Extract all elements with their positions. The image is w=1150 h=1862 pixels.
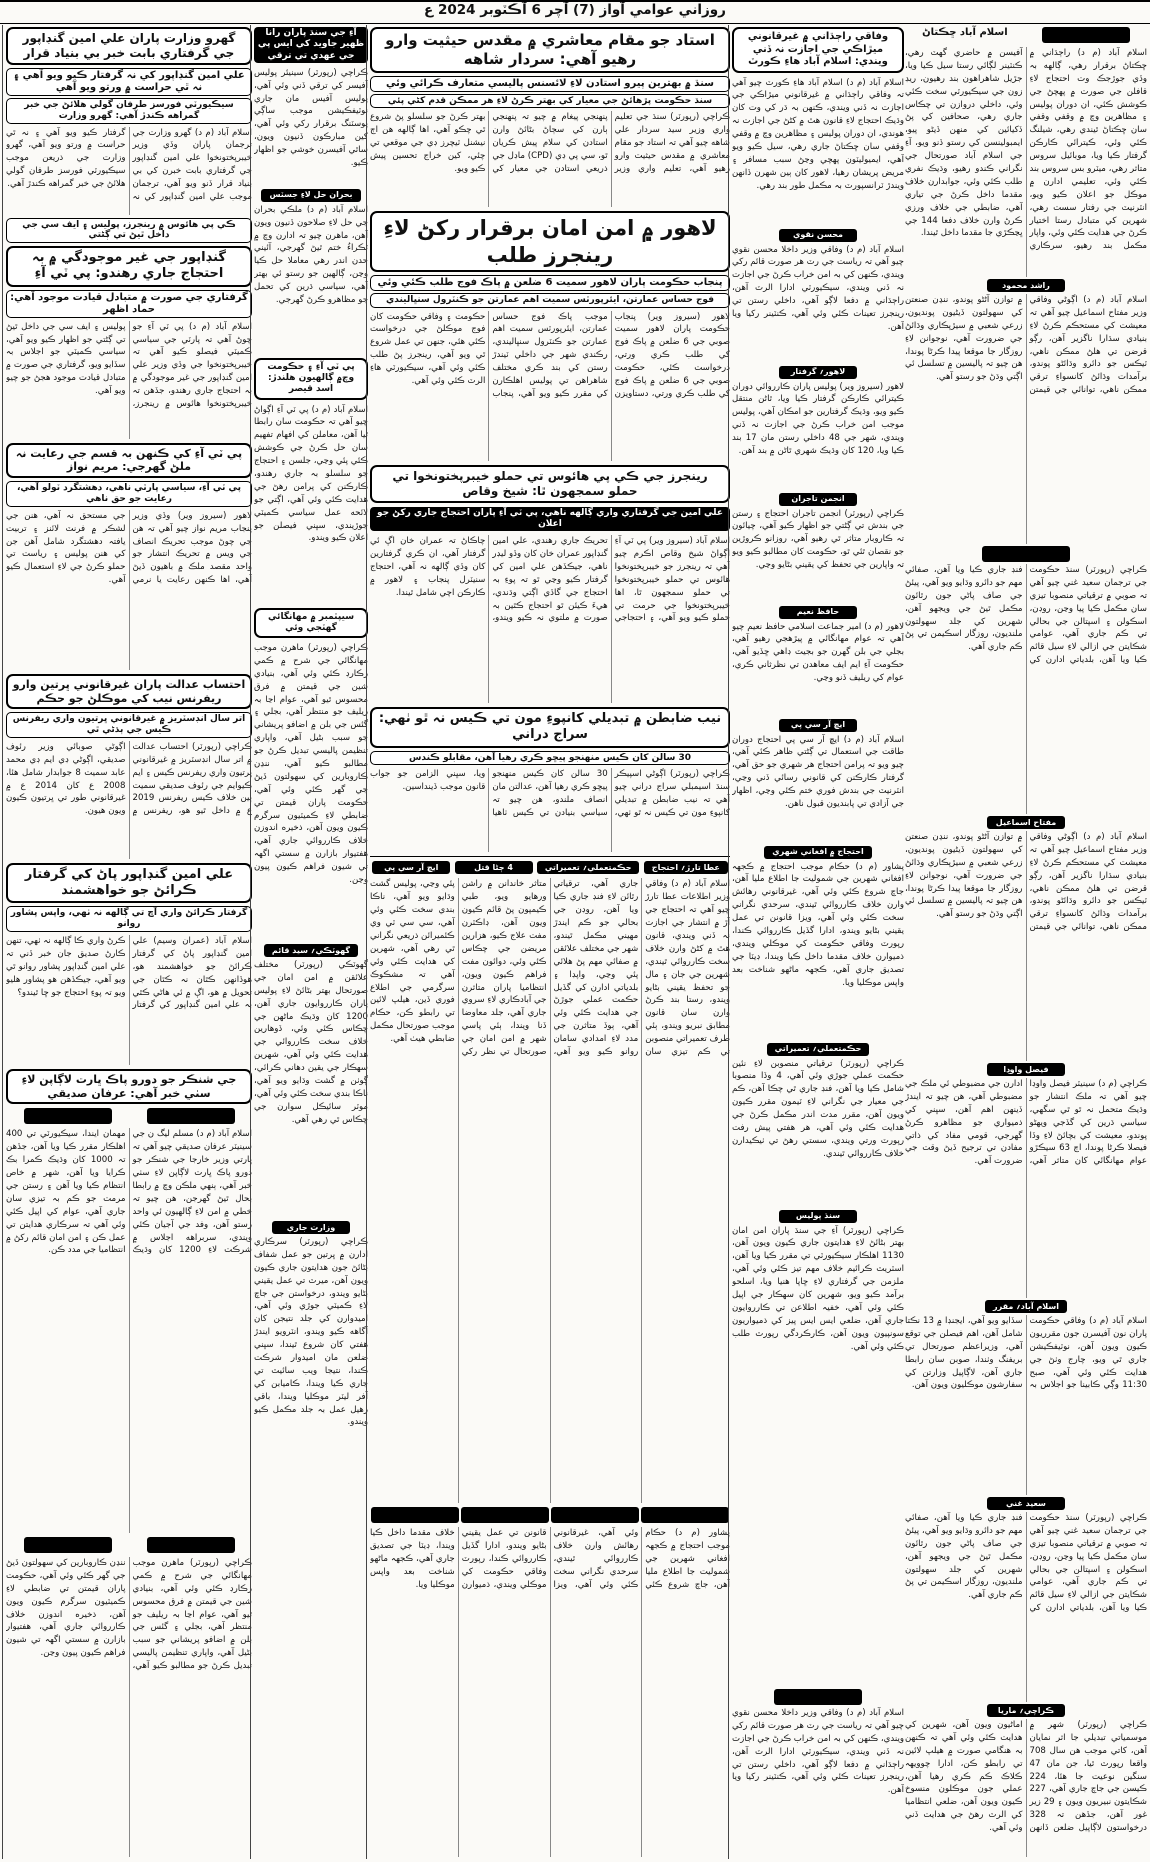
- label-box: [371, 1507, 459, 1523]
- body-hafiz-naeem: لاهور (م د) امير جماعت اسلامي حافظ نعيم چيو آهي تہ عوام مهانگائي ۾ پيڙهجي رهيو آهي، بجلي جي بلن گهرن جو بجيٽ ڊاهي ڇڏيو آهي، حڪومت آءِ ايم ايف معاهدن تي نظرثاني ڪري، عوام کي ريليف ڏنو وڃي.: [732, 621, 904, 684]
- body-protest-continues: اسلام آباد (م د) پي ٽي آءِ جو چوڻ آهي تہ پارٽي جي سياسي ڪميٽي فيصلو ڪيو آهي تہ خيبرپختونخوا جي وڏي وزير علي امين گنڊاپور جي غير موجودگي ۾ بہ احتجاج جاري رهندو، جڏهن تہ خيبرپختونخوا هائوس ۾ رينجرز، پوليس ۽ ايف سي جي داخل ٿيڻ تي ڳڻتي جو اظهار ڪيو ويو آهي، سياسي ڪميٽي جو اجلاس بہ سڏايو ويو، گرفتاري جي صورت ۾ متبادل قيادت موجود هجڻ جو چيو ويو آهي.: [6, 321, 252, 410]
- body-gandapur-arrest: اسلام آباد (م د) گھرو وزارت جي ترجمان پاران وڏي وزير خيبرپختونخوا علي امين گنڊاپور جي گرفتاري بابت خبرن کي بي بنياد قرار ڏنو ويو آهي، ترجمان موجب علي امين گنڊاپور کي نہ گرفتار ڪيو ويو آهي ۽ نہ ٿي حراست ۾ ورتو ويو آهي، گھرو وزارت جي ذريعن موجب سيڪيورٽي فورسز طرفان گولي هلائڻ جي خبر گمراهه ڪندڙ آهي.: [6, 127, 252, 203]
- section-left: [2, 25, 255, 1859]
- label-box: [982, 546, 1070, 562]
- label-box: [24, 1108, 112, 1124]
- label-ghotki: گهوٽڪي؍ سيد قائم: [264, 944, 358, 957]
- label-box: [147, 1108, 235, 1124]
- label-islamabad-appointments: اسلام آباد؍ مقرر: [985, 1300, 1067, 1313]
- headline-rangers-lahore: لاهور ۾ امن امان برقرار رکڻ لاءِ رينجرز طلب: [370, 211, 730, 272]
- center-label-row: [370, 861, 730, 874]
- body-traders: ڪراچي (رپورٽر) انجمن تاجران احتجاج ۽ رستن جي بندش تي ڳڻتي جو اظهار ڪيو آهي، چيائون تہ ڪاروبار متاثر ٿي رهيو آهي، روزانو ڪروڙين جو نقصان ٿئي ٿو، حڪومت کان مطالبو ڪيو ويو تہ واپارين جي تحفظ کي يقيني بڻايو وڃي.: [732, 508, 904, 571]
- body-narrow-6: ڪراچي (رپورٽر) سرڪاري ادارن ۾ ڀرتين جو عمل شفاف بڻائڻ جون هدايتون جاري ڪيون ويون آهن، ميرٽ تي عمل يقيني بڻايو ويندو، درخواستن جي جاچ لاءِ ڪميٽي جوڙي وئي آهي، اميدوارن کي جلد نتيجن کان آگاهه ڪيو ويندو، انٽرويو ايندڙ هفتي کان شروع ٿيندا، سڀني ضلعن مان اميدوار شرڪت ڪندا، نتيجا ويب سائيٽ تي جاري ڪيا ويندا، ڪاميابن کي آفر ليٽر موڪليا ويندا، باقي رهيل عمل بہ جلد مڪمل ڪيو ويندو.: [254, 1237, 368, 1428]
- body-islamabad-tension: اسلام آباد (م د) راڄڌاني ۾ ڇڪتاڻ برقرار رهي، ڳالهه بہ وڏي جوڙجڪ وت احتجاج لاءِ قافلن جي صورت ۾ پهچڻ جي ڪوشش ڪئي، ان دوران پوليس ۽ مظاهرين وچ ۾ وقفي وقفي سان ڇڪتاڻ ٿيندي رهي، شيلنگ ڪئي وئي، ڪيترائي ڪارڪن گرفتار ڪيا ويا، موبائيل سروس متاثر رهي، ميٽرو بس سروس بند ڪئي وئي، تعليمي ادارن ۾ موڪل جو اعلان ڪيو ويو، انٽرنيٽ جي رفتار سست رهي، شهرين کي متبادل رستا اختيار ڪرڻ جي هدايت ڪئي وئي، واپار مڪمل بند رهيو، سرڪاري آفيسن ۾ حاضري گهٽ رهي، ڪنٽينر لڳائي رستا سيل ڪيا ويا، جڙيل شاهراهون بند رهيون، ريڊ زون جي سيڪيورٽي سخت ڪئي وئي، داخلي دروازن تي چڪاس جاري رهي، صحافين کي پڻ ڏکيائين کي منهن ڏيڻو پيو، ايمبولينسن کي رستو ڏنو ويو، آءِ جي اسلام آباد صورتحال جي نگراني ڪندو رهيو، وڌيڪ نفري طلب ڪئي وئي، جوابدارن خلاف مقدما داخل ڪرڻ جي تياري آهي، ضابطي جي خلاف ورزي ڪرڻ وارن خلاف دفعا 144 جي ڀڃڪڙي جا مقدما داخل ٿيندا.: [905, 48, 1147, 252]
- label-karachi-maria: ڪراچي؍ ماريا: [987, 1704, 1065, 1717]
- label-sindh-police: سنڌ پوليس: [779, 1210, 857, 1223]
- label-hrcp: ايڇ آر سي پي: [372, 861, 450, 874]
- label-box: [551, 1507, 639, 1523]
- subhead-teaching-quality: سنڌ حڪومت پڙهائڻ جي معيار کي بهتر ڪرڻ لاءِ هر ممڪن قدم کڻي پئي: [370, 94, 730, 109]
- label-box: [774, 1689, 862, 1705]
- label-miftah-ismail: مفتاح اسماعيل: [987, 816, 1065, 829]
- headline-siraj-durrani: نيب ضابطن ۾ تبديلي کانپوءِ مون تي ڪيس نہ ٿو ٺهي: سراج دراني: [370, 707, 730, 748]
- body-teacher-story: ڪراچي (رپورٽر) سنڌ جي تعليم واري وزير سيد سردار علي شاهه چيو آهي تہ استاد جو مقام معاشري ۾ مقدس حيثيت وارو رهيو آهي، تعليم واري وزير پنهنجي پيغام ۾ چيو تہ پنهنجي ٻارن کي سڄاڻ بڻائڻ وارن استادن کي سلام پيش ڪريان ٿو، سي پي ڊي (CPD) ماڊل جي ذريعي استادن جي معيار کي بهتر ڪرڻ جو سلسلو پڻ شروع ٿي چڪو آهي، اها ڳالهه هن اڄ نيشنل ٽيچرز ڊي جي موقعي تي چئي، کين خراج تحسين پيش ڪيو ويو.: [370, 112, 730, 174]
- body-narrow-2: اسلام آباد (م د) ملڪي بحران جي حل لاءِ صلاحون ڏنيون ويون آهن، ماهرن چيو تہ ادارن وچ ۾ ٽڪراءُ ختم ٿيڻ گهرجي، آئيني حدن اندر رهي معاملا حل ڪيا وڃن، ڳالهين جو رستو ئي بهتر آهي، سياسي ڌرين کي تحمل جو مظاهرو ڪرڻ گهرجي.: [254, 204, 368, 305]
- subhead-maryam: پي ٽي آءِ، سياسي پارٽي ناهي، دهشتگرد ٽولو آهي، رعايت جو حق ناهي: [6, 481, 252, 507]
- body-vawda: ڪراچي (م د) سينيٽر فيصل واوڊا چيو آهي تہ ملڪ انتشار جو وڌيڪ متحمل نہ ٿو ٿي سگهي، سياسي ڌرين کي گڏجي ويهڻو پوندو، معيشت کي بچائڻ لاءِ وڏا فيصلا ڪرڻا پوندا، اڄ 63 سيڪڙو عوام مهانگائي کان متاثر آهي، ادارن جي مضبوطي ئي ملڪ جي مضبوطي آهي، هن چيو تہ ايندڙ ڏينهن اهم آهن، سڀني کي ذميواري جو مظاهرو ڪرڻ گهرجي، قومي مفاد کي ذاتي مفادن تي ترجيح ڏيڻ وقت جي ضرورت آهي.: [905, 1079, 1147, 1167]
- label-atta-tarar: عطا تارڙ؍ احتجاج: [644, 861, 728, 874]
- label-box: [641, 1507, 729, 1523]
- farright-header-row: [905, 27, 1147, 43]
- label-4-killed: 4 ڄڻا قتل: [455, 861, 533, 874]
- header-islamabad-tension: اسلام آباد ڇڪتاڻ: [922, 27, 1008, 38]
- headline-gandapur-arrest-denied: گھرو وزارت پاران علي امين گنڊاپور جي گرفتاري بابت خبر بي بنياد قرار: [6, 27, 252, 65]
- subhead-not-arrested: علي امين گنڊاپور کي نہ گرفتار ڪيو ويو آهي ۽ نہ ٿي حراست ۾ ورتو ويو آهي: [6, 68, 252, 96]
- label-ministry: وزارت جاري: [272, 1221, 350, 1234]
- body-ihc: اسلام آباد (م د) اسلام آباد هاءِ ڪورٽ چيو آهي تہ وفاقي راڄڌاني ۾ غيرقانوني ميڙاڪي جي اجازت نہ ڏني ويندي، ڪنهن بہ ڌر کي وت کان وڌيڪ احتجاج لاءِ قانون هٿ ۾ کڻڻ جي اجازت نہ هوندي، ان دوران پوليس ۽ مظاهرين وچ ۾ وقفي وقفي سان ڇڪتاڻ جاري رهي، سيل ڪيو ويو آهي، ايميوليٽون پهچي وڃڻ سبب مسافر ۽ مريض پريشان رهيا، لاهور کان ٻين شهرن ڏانهن ويندڙ ٽرانسپورٽ بہ مڪمل طور بند رهي.: [732, 77, 904, 191]
- body-saeed-ghani: ڪراچي (رپورٽر) سنڌ حڪومت جي ترجمان سعيد غني چيو آهي تہ صوبي ۾ ترقياتي منصوبا تيزي سان مڪمل ڪيا پيا وڃن، روڊن، اسڪولن ۽ اسپتالن جي بحالي تي ڪم جاري آهي، عوامي شڪايتن جي ازالي لاءِ سيل قائم ڪيا ويا آهن، بلدياتي ادارن کي فنڊ جاري ڪيا ويا آهن، صفائي مهم جو دائرو وڌايو ويو آهي، پيئڻ جي صاف پاڻي جون رٿائون مڪمل ٿيڻ جي ويجهو آهن، شهرين کي جلد سهولتون ملنديون، روزگار اسڪيمن تي پڻ ڪم جاري آهي.: [905, 1513, 1147, 1614]
- subhead-firing-news-misleading: سيڪيورٽي فورسز طرفان گولي هلائڻ جي خبر گمراهه ڪندڙ آهي: گھرو وزارت: [6, 98, 252, 124]
- headline-jaishankar-visit: جي شنڪر جو دورو پاڪ ڀارت لاڳاپن لاءِ سٺي خبر آهي: عرفان صديقي: [6, 1069, 252, 1105]
- body-lahore-arrests: لاهور (سيروز وير) پوليس پاران ڪارروائي دوران ڪيترائي ڪارڪن گرفتار ڪيا ويا، ٿاڻن منتقل ڪيو ويو، وڌيڪ گرفتارين جو امڪان آهي، پوليس موجب امن خراب ڪرڻ جي اجازت نہ ڏني ويندي، شهر جي 48 داخلي رستن مان 17 بند ڪيا ويا، 120 کان وڌيڪ شهري ٿاڻن ۾ بند آهن.: [732, 381, 904, 456]
- body-appointments: اسلام آباد (م د) وفاقي حڪومت پاران نون آفيسرن جون مقرريون ڪيون ويون آهن، نوٽيفڪيشن جاري ٿي ويو، چارج وٺڻ جي هدايت ڪئي وئي آهي، صبح 11:30 وڳي ڪابينا جو اجلاس بہ سڏايو ويو آهي، ايجنڊا ۾ 13 نڪتا شامل آهن، اهم فيصلن جي توقع آهي، وزيراعظم صورتحال تي بريفنگ وٺندا، صوبن سان رابطا جاري آهن، لاڳاپيل وزارتن کي سفارشون موڪليون ويون آهن.: [905, 1316, 1147, 1391]
- headline-gandapur-wants-arrest: علي امين گنڊاپور پاڻ کي گرفتار ڪرائڻ جو خواهشمند: [6, 863, 252, 904]
- body-center-bottom-2: پشاور (م د) حڪام موجب احتجاج ۾ ڪجهہ افغاني شهرين جي شموليت جا اطلاع مليا آهن، جاچ شروع ڪئي وئي آهي، غيرقانوني رهائش وارن خلاف ڪارروائي ٿيندي، سرحدي نگراني سخت ڪئي وئي آهي، ويزا قانونن تي عمل يقيني بڻايو ويندو، ادارا گڏيل ڪارروائي ڪندا، رپورٽ وفاقي حڪومت کي موڪلي ويندي، ذميوارن خلاف مقدما داخل ڪيا ويندا، ڊيٽا جي تصديق جاري آهي، ڪجهہ ماڻهو شناخت بعد واپس موڪليا ويا.: [370, 1528, 730, 1590]
- label-box: [1042, 27, 1130, 43]
- subhead-reference-case: اتر سال انڊسٽريز ۾ غيرقانوني ڀرتيون واري ريفرنس ڪيس جي ٻڌڻي ٿي: [6, 712, 252, 738]
- headline-pti-govt-talks: پي ٽي آءِ ۽ حڪومت وچ۾ ڳالهيون هلندڙ: اسد قيصر: [254, 358, 368, 400]
- label-crisis-justice: بحران حل لاءِ جسٽس: [261, 189, 360, 202]
- subhead-army-control-buildings: فوج حساس عمارتن، ايئرپورٽس سميت اهم عمارتن جو ڪنٽرول سنڀاليندي: [370, 293, 730, 308]
- label-strategy-construction: حڪمتعملي؍ تعميراتي: [767, 1043, 870, 1056]
- subhead-30-years-cases: 30 سالن کان ڪيس منهنجو پيڇو ڪري رهيا آهن، مقابلو ڪندس: [370, 751, 730, 766]
- body-farright-3: ڪراچي (رپورٽر) سنڌ حڪومت جي ترجمان سعيد غني چيو آهي تہ صوبي ۾ ترقياتي منصوبا تيزي سان مڪمل ڪيا پيا وڃن، روڊن، اسڪولن ۽ اسپتالن جي بحالي تي ڪم جاري آهي، عوامي شڪايتن جي ازالي لاءِ سيل قائم ڪيا ويا آهن، بلدياتي ادارن کي فنڊ جاري ڪيا ويا آهن، صفائي مهم جو دائرو وڌايو ويو آهي، پيئڻ جي صاف پاڻي جون رٿائون مڪمل ٿيڻ جي ويجهو آهن، شهرين کي جلد سهولتون ملنديون، روزگار اسڪيمن تي پڻ ڪم جاري آهي.: [905, 565, 1147, 666]
- headline-ihc-no-illegal-gathering: وفاقي راڄڌاني ۾ غيرقانوني ميڙاڪي جي اجازت نہ ڏني ويندي: اسلام آباد هاءِ ڪورٽ: [732, 27, 904, 73]
- body-left-bottom: ڪراچي (رپورٽر) ماهرن موجب مهانگائي جي شرح ۾ ڪمي رڪارڊ ڪئي وئي آهي، بنيادي شين جي قيمتن ۾ فرق محسوس ٿيو آهي، عوام اڃا بہ ريليف جو منتظر آهي، بجلي ۽ گئس جي بلن ۾ اضافو پريشاني جو سبب بڻيل آهي، واپاري تنظيمن پاليسي تبديل ڪرڻ جو مطالبو ڪيو آهي، ننڍن ڪاروبارين کي سهولتون ڏيڻ جي گهر ڪئي وئي آهي، حڪومت پاران قيمتن تي ضابطي لاءِ ڪميٽيون سرگرم ڪيون ويون آهن، ذخيره اندوزن خلاف ڪارروائي جاري آهي، هفتيوار بازارن ۾ سستي اگهہ تي شيون فراهم ڪيون پيون وڃن.: [6, 1558, 252, 1672]
- headline-protest-continues: گنڊاپور جي غير موجودگي ۾ بہ احتجاج جاري رهندو: پي ٽي آءِ: [6, 246, 252, 287]
- label-hafiz-naeem: حافظ نعيم: [779, 606, 857, 619]
- headline-maryam-nawaz: پي ٽي آءِ کي ڪنهن بہ قسم جي رعايت نہ ملڻ گهرجي: مريم نواز: [6, 443, 252, 479]
- label-box: [461, 1507, 549, 1523]
- label-box: [147, 1537, 235, 1553]
- body-gandapur-wants-arrest: اسلام آباد (عمران وسيم) علي امين گنڊاپور پاڻ کي گرفتار ڪرائڻ جو خواهشمند هو، هوڏانهن ڪٿان نہ ڪٿان جي تحويل ۾ هو، اڳ ۾ ئي هاڻي ڪٿي بہ علي امين گنڊاپور کي گرفتار ڪرڻ واري ڪا ڳالهه نہ ٺهي، تنهن ڪارڻ صديق جان خبر ڏني تہ علي امين گنڊاپور پشاور روانو ٿي ويو آهي، جيڪڏهن هو پشاور هليو ويو تہ پوءِ احتجاج جو ڇا ٿيندو؟: [6, 935, 252, 1011]
- headline-accountability-court: احتساب عدالت پاران غيرقانوني ڀرتين وارو ريفرنس نيب کي موڪلڻ جو حڪم: [6, 674, 252, 710]
- body-center-bottom: اسلام آباد (م د) وفاقي وزير اطلاعات عطا تارڙ چيو آهي تہ احتجاج جي آڙ ۾ انتشار جي اجازت نہ ڏني ويندي، قانون هٿ ۾ کڻڻ وارن خلاف سخت ڪارروائي ٿيندي، شهرين جي جان ۽ مال جو تحفظ يقيني بڻايو ويندو، رستا بند ڪرڻ وارن سان قانون مطابق نبريو ويندو، ٻئي طرف تعميراتي منصوبن تي ڪم تيزي سان جاري آهي، ترقياتي رٿائن لاءِ فنڊ جاري ڪيا ويا آهن، روڊن جي بحالي جو ڪم ايندڙ مهيني مڪمل ٿيندو، شهر جي مختلف علائقن ۾ صفائي مهم پڻ هلائي پئي وڃي، واپڊا ۽ بلدياتي ادارن کي گڏيل حڪمت عملي جوڙڻ جي هدايت ڪئي وئي آهي، ٻوڏ متاثرن جي مدد لاءِ امدادي سامان روانو ڪيو ويو آهي، متاثر خاندانن ۾ راشن ورهايو ويو، طبي ڪيمپون پڻ قائم ڪيون ويون آهن، ڊاڪٽرن مفت علاج ڪيو، هزارين مريضن جي چڪاس ڪئي وئي، دوائون مفت فراهم ڪيون ويون، انتظاميا پاران متاثرن جي آبادڪاري لاءِ سروي جاري آهي، جلد معاوضا ڏنا ويندا، ٻئي پاسي شهر ۾ امن امان جي صورتحال تي نظر رکي پئي وڃي، پوليس گشت وڌايو ويو آهي، ناڪا بندي سخت ڪئي وئي آهي، سي سي ٽي وي ڪئميرائن ذريعي نگراني ٿي رهي آهي، شهرين کي هدايت ڪئي وئي آهي تہ مشڪوڪ سرگرمي جي اطلاع فوري ڏين، هيلپ لائين تي رابطو ڪن، حڪام موجب صورتحال مڪمل ضابطي هيٺ آهي.: [370, 879, 730, 1057]
- body-hrcp: اسلام آباد (م د) ايڇ آر سي پي احتجاج دوران طاقت جي استعمال تي ڳڻتي ظاهر ڪئي آهي، چيو ويو تہ پرامن احتجاج هر شهري جو حق آهي، گرفتار ڪارڪنن کي قانوني رسائي ڏني وڃي، انٽرنيٽ جي بندش فوري ختم ڪئي وڃي، اظهار جي آزادي تي پابنديون قبول ناهن.: [732, 734, 904, 809]
- body-narrow-1: ڪراچي (رپورٽر) سينيئر پوليس آفيسر کي ترقي ڏني وئي آهي، پوليس آفيس مان جاري نوٽيفڪيشن موجب ساڳي پوسٽنگ برقرار رکي وئي آهي، کين مبارڪون ڏنيون ويون، ساٿي آفيسرن خوشي جو اظهار ڪيو.: [254, 67, 368, 168]
- label-box: [24, 1537, 112, 1553]
- body-rangers-lahore: لاهور (سيروز وير) پنجاب حڪومت پاران لاهور سميت صوبي جي 6 ضلعن ۾ پاڪ فوج کي طلب ڪري ورتي، درخواست ڪئي، حڪومت صوبي جي 6 ضلعن ۾ پاڪ فوج کي طلب ڪري ورتي، دستاويزن موجب پاڪ فوج حساس عمارتن، ايئرپورٽس سميت اهم عمارتن جو ڪنٽرول سنڀاليندي، رڪندي شهر جي داخلي ٽيندڙ رستن کي بند ڪري مختلف شاهراهن تي پوليس اهلڪارن کي مقرر ڪيو ويو آهي، پنجاب حڪومت ۽ وفاقي حڪومت کان فوج موڪلڻ جي درخواست ڪئي هئي، جنهن تي عمل شروع ٿي ويو آهي، رينجرز پڻ طلب ڪئي وئي آهي، سيڪيورٽي هاءِ الرٽ ڪئي وئي آهي.: [370, 311, 730, 399]
- label-rashid-mehmood: راشد محمود: [987, 279, 1065, 292]
- label-construction-strategy: حڪمتعملي؍ تعميراتي: [537, 861, 640, 874]
- kicker-kp-house: ڪي پي هائوس ۾ رينجرز، پوليس ۽ ايف سي جي داخل ٿيڻ تي ڳڻتي: [6, 218, 252, 244]
- body-rashid: اسلام آباد (م د) اڳوڻي وفاقي وزير مفتاح اسماعيل چيو آهي تہ معيشت کي مستحڪم ڪرڻ لاءِ بنيادي سڌارا ناگزير آهن، رڳو قرضن تي هلڻ ممڪن ناهي، ٽيڪس جو دائرو وڌائڻو پوندو، برآمدات وڌائڻ کانسواءِ ترقي ممڪن ناهي، توانائي جي قيمتن ۾ توازن آڻڻو پوندو، ننڍن صنعتن کي سهولتون ڏيڻيون پونديون، زرعي شعبي ۾ سيڙپڪاري وڌائڻ جي ضرورت آهي، نوجوانن لاءِ روزگار جا موقعا پيدا ڪرڻا پوندا، هن چيو تہ پاليسين ۾ تسلسل ئي اڳتي وڌڻ جو رستو آهي.: [905, 295, 1147, 396]
- label-faisal-vawda: فيصل واوڊا: [987, 1063, 1065, 1076]
- body-strategy: ڪراچي (رپورٽر) ترقياتي منصوبن لاءِ نئين حڪمت عملي جوڙي وئي آهي، 4 وڏا منصوبا شامل ڪيا ويا آهن، فنڊ جاري ٿي چڪا آهن، ڪم جي معيار جي نگراني لاءِ ٽيمون مقرر ڪيون ويون آهن، مقرر مدت اندر مڪمل ڪرڻ جي هدايت ڪئي وئي آهي، هر هفتي پيش رفت رپورٽ ورتي ويندي، سستي رهڻ تي ٺيڪيدارن خلاف ڪارروائي ٿيندي.: [732, 1058, 904, 1159]
- label-hrcp-mid: ايڇ آر سي پي: [779, 719, 857, 732]
- label-saeed-ghani: سعيد غني: [987, 1497, 1065, 1510]
- left-label-row: [6, 1108, 252, 1124]
- body-sindh-police: ڪراچي (رپورٽر) آءِ جي سنڌ پاران امن امان بهتر بڻائڻ لاءِ هدايتون جاري ڪيون ويون آهن، 1130 اهلڪار سيڪيورٽي تي مقرر ڪيا ويا آهن، اسٽريٽ ڪرائيم خلاف مهم تيز ڪئي وئي آهي، ملزمن جي گرفتاري لاءِ ڇاپا هنيا ويا، اسلحو برآمد ڪيو ويو، شهرين کان سهڪار جي اپيل ڪئي وئي آهي، خفيہ اطلاعن تي ڪارروايون جاري آهن، ضلعي ايس ايس پيز کي ذميواريون سونپيون ويون آهن، ڪارڪردگي رپورٽ طلب ڪئي وئي آهي.: [732, 1225, 904, 1352]
- body-jaishankar: اسلام آباد (م د) مسلم ليگ ن جي سينيٽر عرفان صديقي چيو آهي تہ ڀارتي وزير خارجا جي شنڪر جو دورو پاڪ ڀارت لاڳاپن لاءِ سٺي خبر آهي، ٻنهي ملڪن وچ ۾ رابطا بحال ٿيڻ گهرجن، هن چيو تہ خطي ۾ امن لاءِ ڳالهيون ئي واحد رستو آهن، وفد جي آجيان ڪئي ويندي، سربراهه اجلاس ۾ شرڪت لاءِ 1200 کان وڌيڪ مهمان ايندا، سيڪيورٽي تي 400 اهلڪار مقرر ڪيا ويا آهن، جڏهن تہ 1000 کان وڌيڪ ڪمرا بڪ ڪرايا ويا آهن، شهر ۾ خاص انتظام ڪيا ويا آهن ۽ رستن جي مرمت جو ڪم بہ تيزي سان جاري آهي، عوام کي اپيل ڪئي وئي آهي تہ سرڪاري هدايتن تي عمل ڪن ۽ امن امان قائم رکڻ ۾ انتظاميا جي مدد ڪن.: [6, 1129, 252, 1256]
- headline-sheikh-waqas: رينجرز جي ڪي پي هائوس تي حملو خيبرپختونخوا تي حملو سمجهون ٿا: شيخ وقاص: [370, 465, 730, 503]
- label-traders-association: انجمن تاجران: [779, 493, 857, 506]
- left-label-row-bottom: [6, 1537, 252, 1553]
- headline-inflation-down: سيپٽمبر ۾ مهانگائي گهٽجي وئي: [254, 608, 368, 639]
- subhead-teacher-license: سنڌ ۾ بهترين پيرو استادن لاءِ لائسنس پاليسي متعارف ڪرائي وئي: [370, 76, 730, 92]
- label-ig-sindh-promotion: آءِ جي سنڌ پاران رانا ظهير جاويد کي ايس پي جي عهدي تي ترقي: [254, 27, 368, 63]
- label-lahore-arrests: لاهور؍ گرفتار: [779, 366, 857, 379]
- subhead-back-to-peshawar: گرفتار ڪرائڻ واري آڇ تي ڳالهه نہ ٺهي، واپس پشاور روانو: [6, 906, 252, 932]
- masthead-title: روزاني عوامي آواز (7) آچر 6 آڪٽوبر 2024 ع: [0, 2, 1150, 24]
- body-narrow-5: گهوٽڪي (رپورٽر) مختلف علائقن ۾ امن امان جي صورتحال بهتر بڻائڻ لاءِ پوليس پاران ڪارروايون جاري آهن، 1200 کان وڌيڪ ماڻهن جي چڪاس ڪئي وئي، ڏوهارين خلاف سخت ڪارروائي جي هدايت ڪئي وئي آهي، شهرين سهڪار جي يقين دهاني ڪرائي، ڳوٺن ۾ گشت وڌايو ويو آهي، ناڪا بندي سخت ڪئي وئي آهي، موٽر سائيڪل سوارن جي چڪاس ٿي رهي آهي.: [254, 960, 368, 1125]
- label-afghan-citizens-protest: احتجاج ۾ افغاني شهري: [764, 846, 871, 859]
- body-mohsin-naqvi: اسلام آباد (م د) وفاقي وزير داخلا محسن نقوي چيو آهي تہ رياست جي رٽ هر صورت قائم رکي ويندي، ڪنهن کي بہ امن خراب ڪرڻ جي اجازت نہ ڏني ويندي، سيڪيورٽي ادارا الرٽ آهن، راڄڌاني ۾ دفعا لاڳو آهي، داخلي رستن تي رينجرز تعينات ڪئي وئي آهي، ڪنٽينر رکيا ويا آهن.: [732, 244, 904, 332]
- body-sheikh-waqas: اسلام آباد (سيروز وير) پي ٽي آءِ اڳواڻ شيخ وقاص اڪرم چيو آهي تہ رينجرز جو خيبرپختونخوا هائوس تي حملو خيبرپختونخوا تي حملو سمجهون ٿا، اها خيبرپختونخوا جي حرمت تي حملو ڪيو ويو آهي، ۽ احتجاجي تحريڪ جاري رهندي، علي امين گنڊاپور عمران خان کان وڏو ليڊر ناهي، جيڪڏهن علي امين کي گرفتار ڪيو وڃي ٿو تہ پوءِ بہ احتجاج جي گاڏي اڳتي وڌندي، هيءَ ڪيئن ٿو احتجاج ڪٿين بہ صورت ۾ ملتوي نہ ڪيو ويندو، چاڪاڻ تہ عمران خان اڳ ئي گرفتار آهي، ان ڪري گرفتارين کان وڏي ڳالهه نہ آهي، احتجاج سنيٽرل پنجاب ۽ لاهور ۾ ڪارڪن اچي شامل ٿيندا.: [370, 536, 730, 624]
- body-miftah: اسلام آباد (م د) اڳوڻي وفاقي وزير مفتاح اسماعيل چيو آهي تہ معيشت کي مستحڪم ڪرڻ لاءِ بنيادي سڌارا ناگزير آهن، رڳو قرضن تي هلڻ ممڪن ناهي، ٽيڪس جو دائرو وڌائڻو پوندو، برآمدات وڌائڻ کانسواءِ ترقي ممڪن ناهي، توانائي جي قيمتن ۾ توازن آڻڻو پوندو، ننڍن صنعتن کي سهولتون ڏيڻيون پونديون، زرعي شعبي ۾ سيڙپڪاري وڌائڻ جي ضرورت آهي، نوجوانن لاءِ روزگار جا موقعا پيدا ڪرڻا پوندا، هن چيو تہ پاليسين ۾ تسلسل ئي اڳتي وڌڻ جو رستو آهي.: [905, 832, 1147, 933]
- body-narrow-4: ڪراچي (رپورٽر) ماهرن موجب مهانگائي جي شرح ۾ ڪمي رڪارڊ ڪئي وئي آهي، بنيادي شين جي قيمتن ۾ فرق محسوس ٿيو آهي، عوام اڃا بہ ريليف جو منتظر آهي، بجلي ۽ گئس جي بلن ۾ اضافو پريشاني جو سبب بڻيل آهي، واپاري تنظيمن پاليسي تبديل ڪرڻ جو مطالبو ڪيو آهي، ننڍن ڪاروبارين کي سهولتون ڏيڻ جي گهر ڪئي وئي آهي، حڪومت پاران قيمتن تي ضابطي لاءِ ڪميٽيون سرگرم ڪيون ويون آهن، ذخيره اندوزن خلاف ڪارروائي جاري آهي، هفتيوار بازارن ۾ سستي اگهہ تي شيون فراهم ڪيون پيون وڃن.: [254, 643, 368, 886]
- body-maryam: لاهور (سيروز وير) وڏي وزير پنجاب مريم نواز چيو آهي تہ هن جي چوڻ موجب تحريڪ انصاف جي ويس ۾ تحريڪ انتشار جو واحد مقصد ملڪ ۾ باهيون ڏيڻ آهي، اها ڪنهن رعايت يا نرمي جي مستحق نہ آهي، هنن جي لشڪر ۾ فرنٽ لائنز ۽ تربيت يافتہ دهشتگرد شامل آهن جن کي هنن پوليس ۽ رياست تي حملو ڪرڻ جي لاءِ استعمال ڪيو آهي.: [6, 510, 252, 586]
- body-siraj-durrani: ڪراچي (رپورٽر) اڳوڻي اسپيڪر سنڌ اسيمبلي سراج دراني چيو آهي تہ نيب ضابطن ۾ تبديلي کانپوءِ مون تي ڪيس نہ ٿو ٺهي، 30 سالن کان ڪيس منهنجو پيڇو ڪري رهيا آهن، عدالتن مان انصاف ملندو، هن چيو تہ سياسي بنيادن تي ڪيس ٺاهيا ويا، سڀني الزامن جو جواب قانون موجب ڏينداسين.: [370, 769, 730, 819]
- section-midright: [728, 25, 907, 1859]
- section-narrow: [250, 25, 371, 1859]
- body-afghan-citizens: پشاور (م د) حڪام موجب احتجاج ۾ ڪجهہ افغاني شهرين جي شموليت جا اطلاع مليا آهن، جاچ شروع ڪئي وئي آهي، غيرقانوني رهائش وارن خلاف ڪارروائي ٿيندي، سرحدي نگراني سخت ڪئي وئي آهي، ويزا قانونن تي عمل يقيني بڻايو ويندو، ادارا گڏيل ڪارروائي ڪندا، رپورٽ وفاقي حڪومت کي موڪلي ويندي، ذميوارن خلاف مقدما داخل ڪيا ويندا، ڊيٽا جي تصديق جاري آهي، ڪجهہ ماڻهو شناخت بعد واپس موڪليا ويا.: [732, 861, 904, 988]
- body-karachi-stats: ڪراچي (رپورٽر) شهر ۾ موسمياتي تبديلي جا اثر نمايان آهن، کاتي موجب هن سال 708 واقعا رپورٽ ٿيا، جن مان 47 سنگين نوعيت جا هئا، 224 ڪيسن جي جاچ جاري آهي، 227 شڪايتون نبيريون ويون ۽ 29 زير غور آهن، جڏهن تہ 328 درخواستون لاڳاپيل ضلعن ڏانهن اماڻيون ويون آهن، شهرين کي هدايت ڪئي وئي آهي تہ ڪنهن بہ هنگامي صورت ۾ هيلپ لائين تي رابطو ڪن، ادارا چوويهہ ڪلاڪ ڪم ڪري رهيا آهن، عملي جون موڪلون منسوخ ڪيون ويون آهن، ضلعي انتظاميا کي الرٽ رهڻ جي هدايت ڏني وئي آهي.: [905, 1720, 1147, 1834]
- revsub-pti-protest-announcement: علي امين جي گرفتاري واري ڳالهه ناهي، پي ٽي آءِ پاران احتجاج جاري رکڻ جو اعلان: [370, 507, 730, 532]
- headline-teacher-status: استاد جو مقام معاشري ۾ مقدس حيثيت وارو رهيو آهي: سردار شاهه: [370, 27, 730, 73]
- divider: [370, 856, 730, 857]
- label-mohsin-naqvi: محسن نقوي: [779, 229, 857, 242]
- body-midright-last: اسلام آباد (م د) وفاقي وزير داخلا محسن نقوي چيو آهي تہ رياست جي رٽ هر صورت قائم رکي ويندي، ڪنهن کي بہ امن خراب ڪرڻ جي اجازت نہ ڏني ويندي، سيڪيورٽي ادارا الرٽ آهن، راڄڌاني ۾ دفعا لاڳو آهي، داخلي رستن تي رينجرز تعينات ڪئي وئي آهي، ڪنٽينر رکيا ويا آهن.: [732, 1708, 904, 1796]
- section-farright: [902, 25, 1150, 1859]
- section-center: [366, 25, 733, 1859]
- center-label-row-2: [370, 1507, 730, 1523]
- body-narrow-3: اسلام آباد (م د) پي ٽي آءِ اڳواڻ چيو آهي تہ حڪومت سان رابطا ٿيا آهن، معاملن کي افهام تفهيم سان حل ڪرڻ جي ڪوشش ڪئي پئي وڃي، جلسن ۽ احتجاج جو سلسلو بہ جاري رهندو، ڪارڪنن کي پرامن رهڻ جي هدايت ڪئي وئي آهي، اڳتي جو لائحه عمل سياسي ڪميٽي جوڙيندي، سڀني فيصلن جو اعلان ڪيو ويندو.: [254, 404, 368, 544]
- body-reference-case: ڪراچي (رپورٽر) احتساب عدالت ۾ اتر سال انڊسٽريز ۾ غيرقانوني ڀرتيون واري ريفرنس ڪيس ۽ ايم ڪيوايم جي رئوف صديقي سميت ٻين خلاف ڪيس ريفرنس 2019 ع ۾ داخل ٿيو هو، ريفرنس ۾ اڳوڻي صوبائي وزير رئوف صديقي، اڳوڻي ڊي ايم ڊي محمد عابد سميت 8 جوابدار شامل هئا، 2008 ع کان 2014 ع ۾ غيرقانوني طور تي ڀرتيون ڪيون ويون هيون.: [6, 741, 252, 817]
- subhead-alternate-leadership: گرفتاري جي صورت ۾ متبادل قيادت موجود آهي: حماد اظهر: [6, 290, 252, 318]
- subhead-army-6-districts: پنجاب حڪومت پاران لاهور سميت 6 ضلعن ۾ پاڪ فوج طلب ڪئي وئي: [370, 275, 730, 291]
